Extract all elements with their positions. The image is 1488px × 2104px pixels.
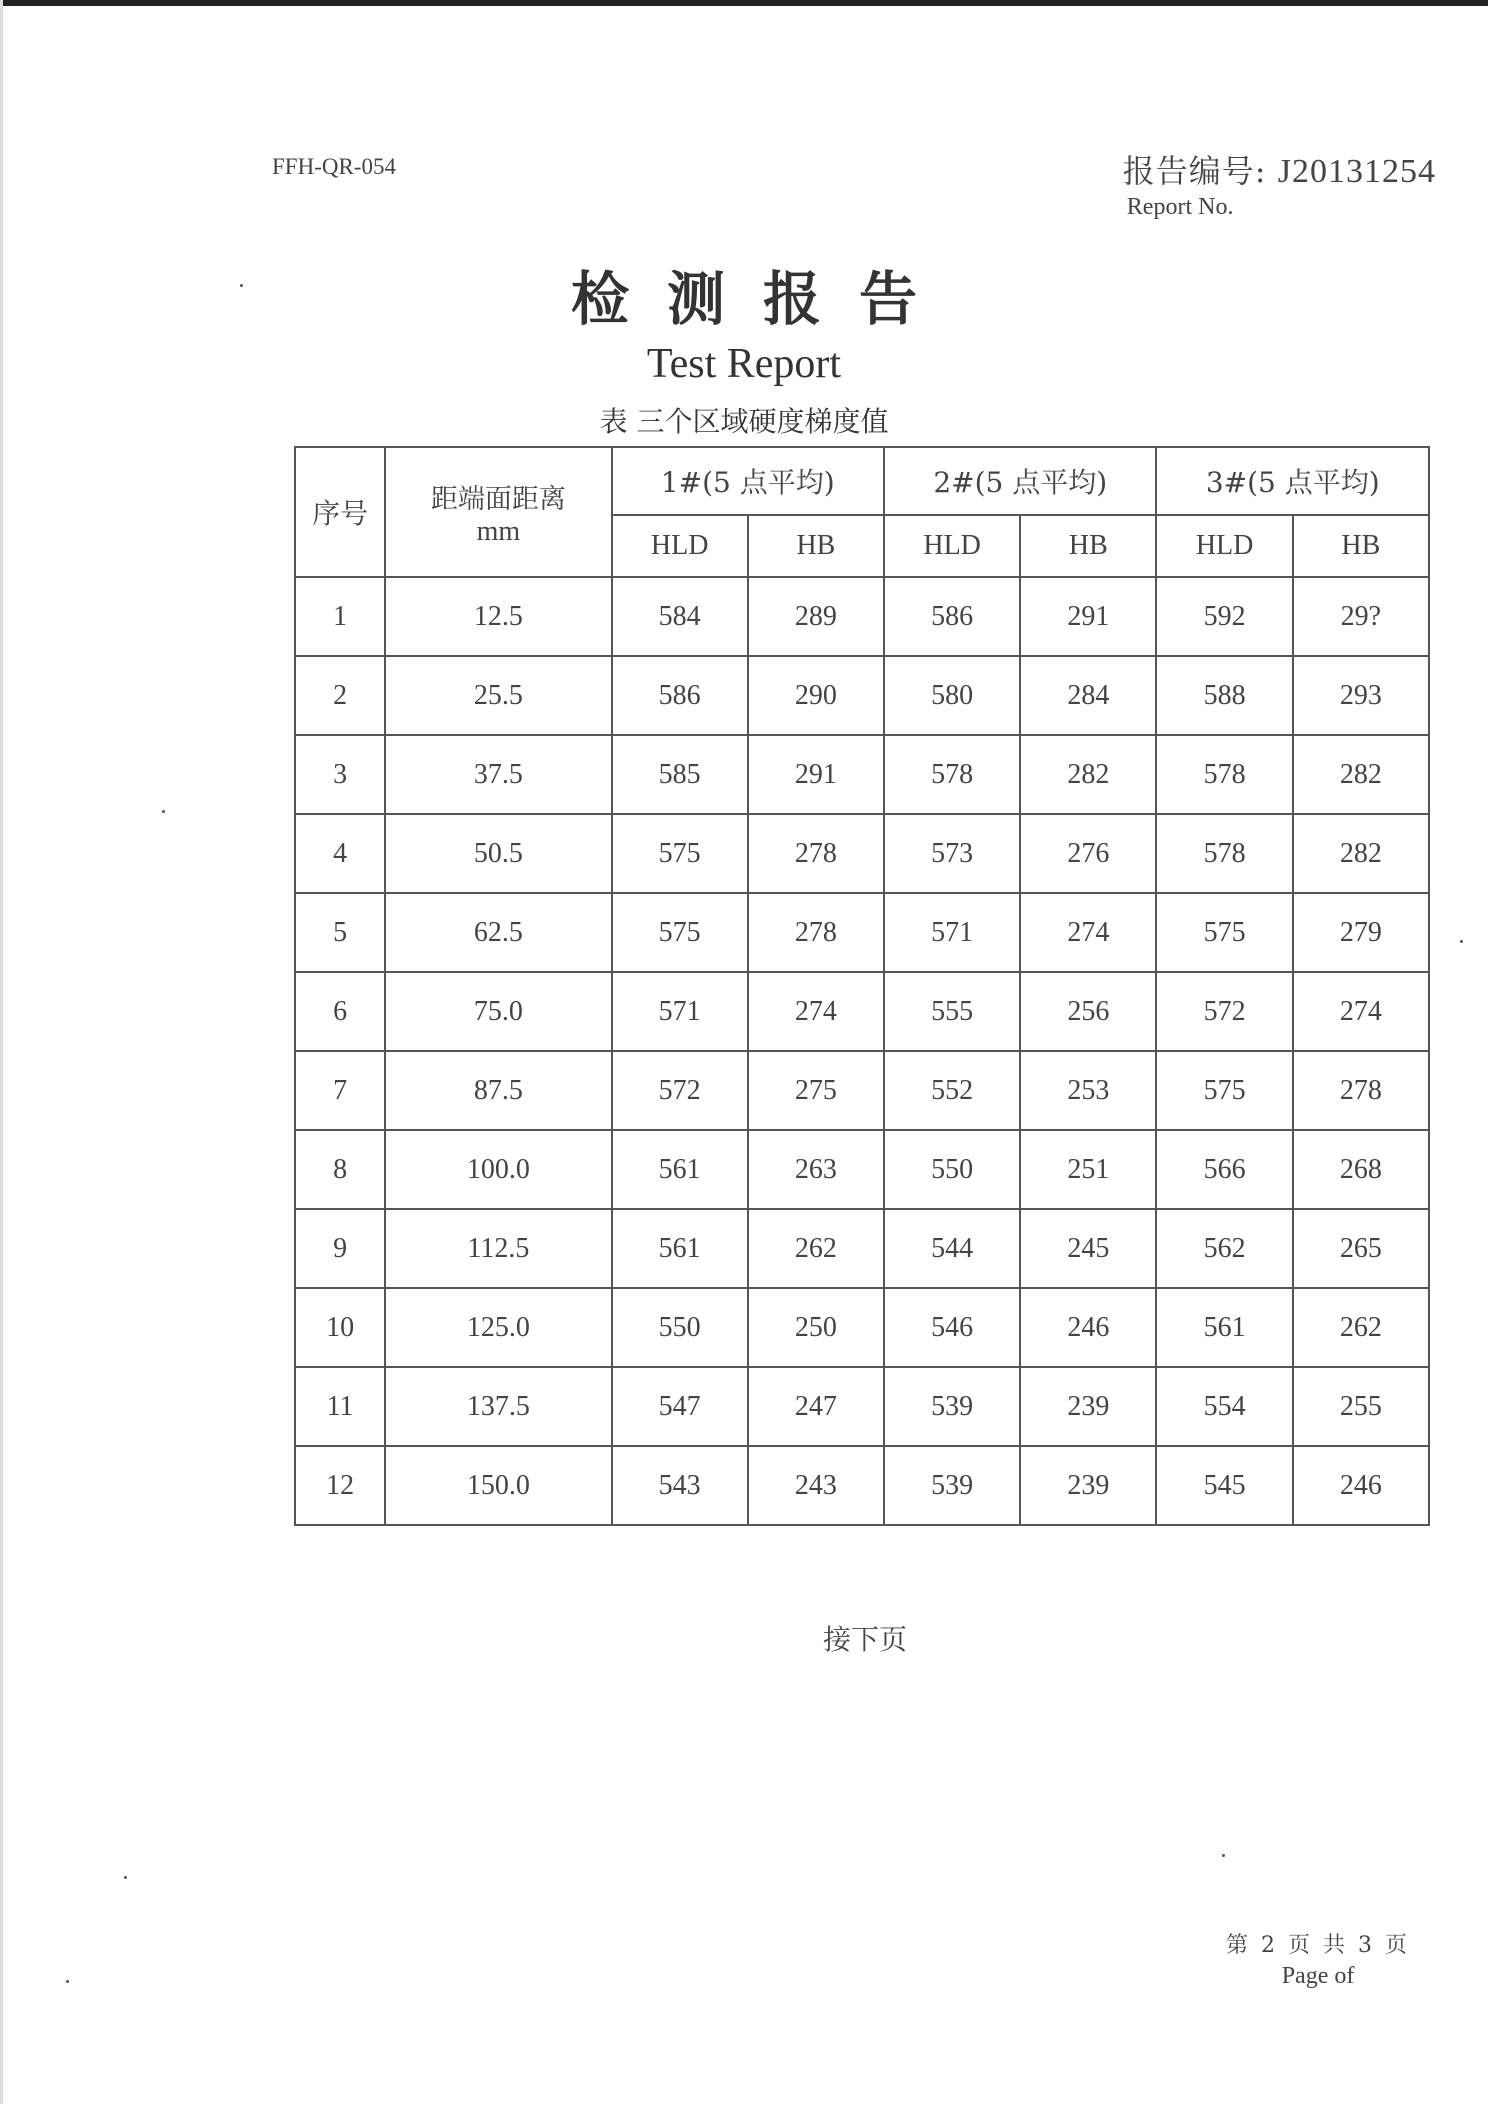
table-cell: 586 [884,577,1020,656]
table-cell: 554 [1156,1367,1292,1446]
header-index: 序号 [295,447,385,577]
header-hb-3: HB [1293,515,1429,577]
table-row [295,972,1429,1051]
table-row [295,893,1429,972]
table-cell: 239 [1020,1367,1156,1446]
table-cell: 112.5 [385,1209,611,1288]
table-cell: 9 [295,1209,385,1288]
hardness-table-body [295,577,1429,1525]
table-cell: 29? [1293,577,1429,656]
table-cell: 150.0 [385,1446,611,1525]
table-row [295,1130,1429,1209]
table-cell: 575 [1156,1051,1292,1130]
table-cell: 246 [1020,1288,1156,1367]
table-cell: 578 [884,735,1020,814]
report-number-label: 报告编号: [1122,152,1267,190]
scan-top-edge [0,0,1488,6]
table-cell: 282 [1293,735,1429,814]
table-cell: 12 [295,1446,385,1525]
table-cell: 3 [295,735,385,814]
report-number-value: J20131254 [1277,153,1436,190]
table-cell: 284 [1020,656,1156,735]
table-cell: 282 [1293,814,1429,893]
report-number-label-en: Report No. [1126,194,1234,220]
table-cell: 12.5 [385,577,611,656]
table-cell: 547 [612,1367,748,1446]
table-cell: 263 [748,1130,884,1209]
table-cell: 7 [295,1051,385,1130]
table-cell: 586 [612,656,748,735]
table-cell: 539 [884,1367,1020,1446]
table-cell: 588 [1156,656,1292,735]
continued-note: 接下页 [822,1623,907,1656]
table-cell: 571 [884,893,1020,972]
table-cell: 575 [612,893,748,972]
header-distance-label: 距端面距离 [430,483,566,515]
header-hb-1: HB [748,515,884,577]
table-cell: 256 [1020,972,1156,1051]
page-title-cn: 检测报告 [570,265,955,333]
table-cell: 275 [748,1051,884,1130]
report-number-block [1123,146,1436,221]
table-row [295,735,1429,814]
hardness-table [294,446,1430,1526]
table-cell: 2 [295,656,385,735]
header-distance [385,447,611,577]
scan-speck [1222,1854,1225,1857]
table-cell: 247 [748,1367,884,1446]
table-cell: 572 [1156,972,1292,1051]
table-cell: 278 [1293,1051,1429,1130]
header-hld-3: HLD [1156,515,1292,577]
table-cell: 250 [748,1288,884,1367]
table-cell: 4 [295,814,385,893]
table-cell: 575 [1156,893,1292,972]
table-cell: 276 [1020,814,1156,893]
table-cell: 100.0 [385,1130,611,1209]
table-cell: 550 [884,1130,1020,1209]
table-cell: 578 [1156,735,1292,814]
table-cell: 253 [1020,1051,1156,1130]
table-cell: 8 [295,1130,385,1209]
table-cell: 265 [1293,1209,1429,1288]
table-cell: 262 [748,1209,884,1288]
table-cell: 1 [295,577,385,656]
table-cell: 561 [1156,1288,1292,1367]
table-cell: 278 [748,814,884,893]
table-cell: 6 [295,972,385,1051]
table-cell: 289 [748,577,884,656]
table-row [295,1288,1429,1367]
table-cell: 293 [1293,656,1429,735]
scan-speck [124,1876,127,1879]
header-group-1: 1#(5 点平均) [612,447,884,515]
table-cell: 544 [884,1209,1020,1288]
table-cell: 75.0 [385,972,611,1051]
table-cell: 251 [1020,1130,1156,1209]
table-cell: 291 [1020,577,1156,656]
table-row [295,1446,1429,1525]
page-number-block [1226,1928,1410,1990]
table-cell: 575 [612,814,748,893]
page-number-cn: 第 2 页 共 3 页 [1226,1933,1410,1958]
table-cell: 561 [612,1130,748,1209]
header-hb-2: HB [1020,515,1156,577]
header-hld-1: HLD [612,515,748,577]
table-row [295,1051,1429,1130]
table-cell: 290 [748,656,884,735]
table-cell: 239 [1020,1446,1156,1525]
table-cell: 37.5 [385,735,611,814]
table-cell: 246 [1293,1446,1429,1525]
table-cell: 561 [612,1209,748,1288]
table-cell: 555 [884,972,1020,1051]
scan-speck [240,284,243,287]
table-cell: 137.5 [385,1367,611,1446]
header-distance-unit: mm [476,515,521,547]
header-group-2: 2#(5 点平均) [884,447,1156,515]
form-code: FFH-QR-054 [272,154,396,179]
scan-speck [66,1980,69,1983]
table-cell: 578 [1156,814,1292,893]
table-cell: 580 [884,656,1020,735]
table-cell: 87.5 [385,1051,611,1130]
header-group-3: 3#(5 点平均) [1156,447,1429,515]
table-cell: 552 [884,1051,1020,1130]
table-cell: 5 [295,893,385,972]
table-cell: 572 [612,1051,748,1130]
table-cell: 291 [748,735,884,814]
table-cell: 245 [1020,1209,1156,1288]
table-cell: 274 [1020,893,1156,972]
table-cell: 279 [1293,893,1429,972]
table-row [295,1367,1429,1446]
table-cell: 268 [1293,1130,1429,1209]
table-cell: 274 [748,972,884,1051]
table-cell: 566 [1156,1130,1292,1209]
table-cell: 585 [612,735,748,814]
table-cell: 550 [612,1288,748,1367]
table-cell: 262 [1293,1288,1429,1367]
table-cell: 255 [1293,1367,1429,1446]
table-cell: 543 [612,1446,748,1525]
table-cell: 545 [1156,1446,1292,1525]
table-caption: 表 三个区域硬度梯度值 [599,405,889,438]
table-cell: 282 [1020,735,1156,814]
table-cell: 278 [748,893,884,972]
table-cell: 243 [748,1446,884,1525]
table-row [295,577,1429,656]
table-cell: 584 [612,577,748,656]
table-row [295,814,1429,893]
scan-speck [1460,940,1463,943]
table-cell: 25.5 [385,656,611,735]
table-row [295,656,1429,735]
table-cell: 539 [884,1446,1020,1525]
scan-speck [162,810,165,813]
table-cell: 562 [1156,1209,1292,1288]
table-cell: 11 [295,1367,385,1446]
table-cell: 50.5 [385,814,611,893]
table-cell: 573 [884,814,1020,893]
table-cell: 62.5 [385,893,611,972]
header-hld-2: HLD [884,515,1020,577]
table-cell: 571 [612,972,748,1051]
table-cell: 546 [884,1288,1020,1367]
page-title-en: Test Report [646,341,842,387]
table-row [295,1209,1429,1288]
table-cell: 274 [1293,972,1429,1051]
table-cell: 592 [1156,577,1292,656]
page-number-en: Page of [1281,1963,1355,1989]
report-number-line [1123,146,1436,192]
table-cell: 10 [295,1288,385,1367]
table-cell: 125.0 [385,1288,611,1367]
